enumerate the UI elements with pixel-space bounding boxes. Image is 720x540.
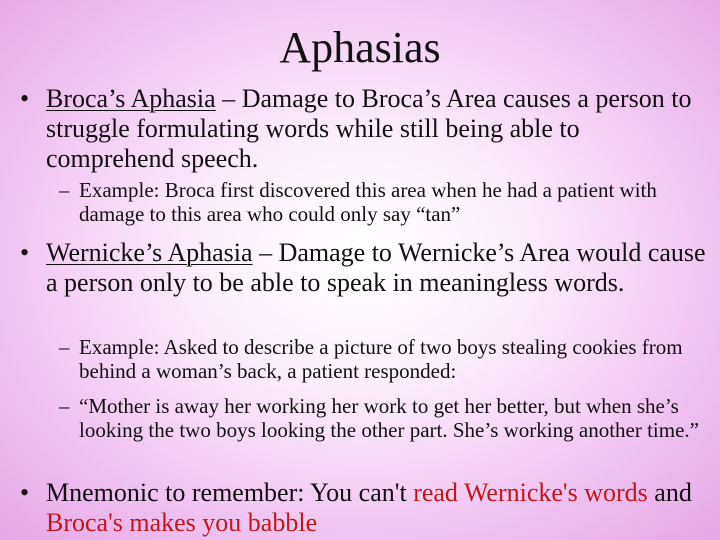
sub-bullet-text: “Mother is away her working her work to get her better, but when she’s looking the two boys looking the other part. She’s working another time.”: [79, 394, 699, 442]
mnemonic-broca-highlight: Broca's makes you babble: [46, 508, 318, 537]
mnemonic-lead: Mnemonic to remember: You can't: [46, 478, 414, 507]
term-brocas-aphasia: Broca’s Aphasia: [46, 84, 216, 113]
sub-bullet-broca-example: [59, 178, 709, 226]
bullet-marker: •: [20, 478, 30, 507]
sub-bullet-patient-quote: [59, 394, 715, 442]
bullet-wernickes-aphasia: [20, 238, 706, 298]
bullet-text: – Damage to Wernicke’s Area would cause a person only to be able to speak in meaningless words.: [46, 238, 706, 297]
bullet-marker: •: [20, 84, 30, 113]
bullet-text: – Damage to Broca’s Area causes a person to struggle formulating words while still being able to comprehend speech.: [46, 84, 692, 173]
sub-bullet-text: Example: Broca first discovered this area when he had a patient with damage to this area who could only say “tan”: [79, 178, 657, 226]
sub-bullet-wernicke-example: [59, 335, 709, 383]
slide-title: Aphasias: [279, 23, 441, 72]
bullet-marker: •: [20, 238, 30, 267]
bullet-mnemonic: [20, 478, 716, 538]
dash-marker: –: [59, 178, 70, 202]
mnemonic-and: and: [647, 478, 692, 507]
term-wernickes-aphasia: Wernicke’s Aphasia: [46, 238, 253, 267]
dash-marker: –: [59, 394, 70, 418]
mnemonic-wernicke-highlight: read Wernicke's words: [413, 478, 648, 507]
sub-bullet-text: Example: Asked to describe a picture of two boys stealing cookies from behind a woman’s back, a patient responded:: [79, 335, 683, 383]
bullet-brocas-aphasia: [20, 84, 706, 174]
dash-marker: –: [59, 335, 70, 359]
